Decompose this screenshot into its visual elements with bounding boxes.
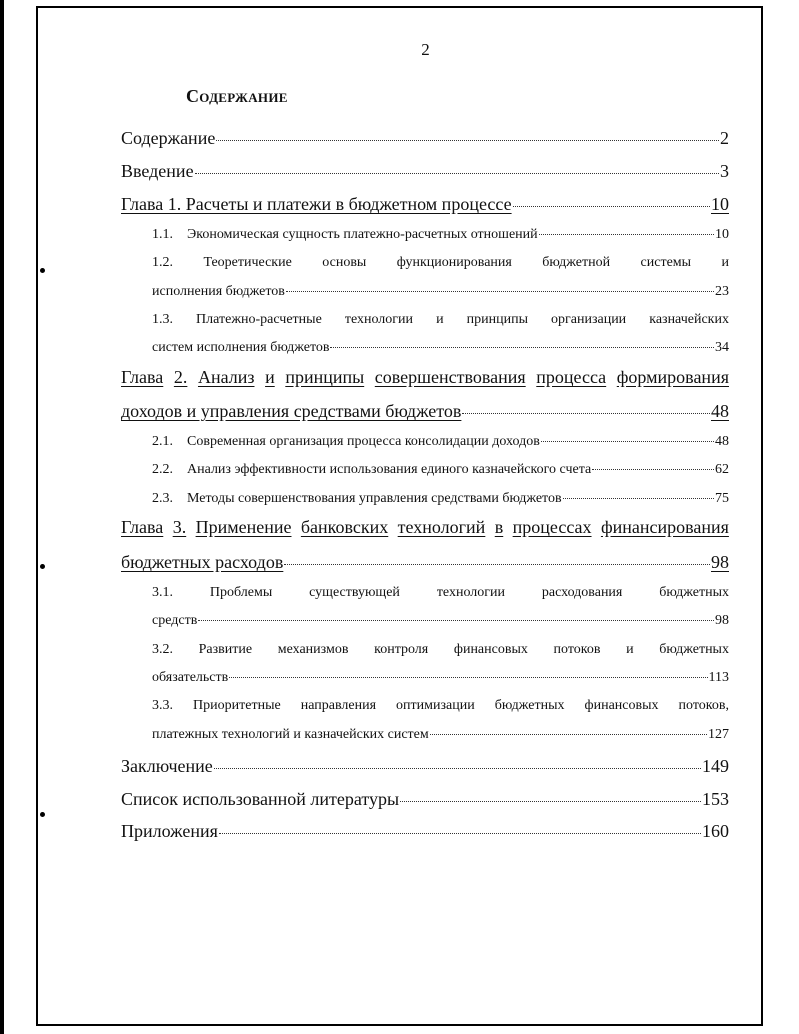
toc-entry-title-cont: доходов и управления средствами бюджетов <box>121 401 462 421</box>
toc-page-number: 160 <box>702 821 729 841</box>
toc-entry-title-cont: платежных технологий и казначейских систем <box>152 727 429 742</box>
toc-word: оптимизации <box>396 698 475 713</box>
toc-word: направления <box>300 698 377 713</box>
dot-leader <box>216 140 719 141</box>
dot-leader <box>513 206 710 207</box>
punch-hole-mark <box>40 812 45 817</box>
toc-line <box>152 434 729 450</box>
toc-word: Анализ <box>197 367 255 387</box>
toc-word: технологии <box>344 312 414 327</box>
toc-entry-title-cont: обязательств <box>152 670 229 685</box>
toc-entry-title-cont: средств <box>152 613 198 628</box>
toc-page-number: 75 <box>715 491 729 506</box>
toc-word: потоков, <box>678 698 729 713</box>
toc-entry-title: Анализ эффективности использования единого казначейского счета <box>187 462 592 477</box>
toc-word: Приоритетные <box>193 698 281 713</box>
toc-word: механизмов <box>277 642 349 657</box>
toc-word: Глава <box>121 367 164 387</box>
toc-entry-title-cont: исполнения бюджетов <box>152 284 285 299</box>
toc-word: Применение <box>195 517 292 537</box>
toc-page-number: 3 <box>720 161 729 181</box>
toc-word: финансовых <box>584 698 659 713</box>
toc-line <box>152 227 729 243</box>
toc-line <box>152 340 729 356</box>
toc-entry-title: Заключение <box>121 756 213 776</box>
toc-entry-title-cont: систем исполнения бюджетов <box>152 340 330 355</box>
toc-word: принципы <box>285 367 365 387</box>
toc-entry-title: Экономическая сущность платежно-расчетных отношений <box>187 227 538 242</box>
toc-word: банковских <box>300 517 389 537</box>
toc-line <box>121 552 729 573</box>
toc-entry-number: 2.3. <box>152 491 173 506</box>
toc-word: 3.3. <box>152 698 173 713</box>
toc-page-number: 127 <box>708 727 729 742</box>
toc-word: совершенствования <box>374 367 526 387</box>
toc-entry-title: Методы совершенствования управления средствами бюджетов <box>187 491 562 506</box>
toc-word: технологии <box>436 585 505 600</box>
dot-leader <box>195 173 719 174</box>
toc-word: системы <box>640 255 692 270</box>
toc-page-number: 48 <box>711 401 729 421</box>
toc-word: Развитие <box>198 642 253 657</box>
toc-word: финансовых <box>453 642 528 657</box>
toc-line-justified <box>121 517 729 538</box>
toc-line <box>152 727 729 743</box>
toc-line-justified <box>152 642 729 658</box>
toc-line-justified <box>121 367 729 388</box>
toc-page-number: 2 <box>720 128 729 148</box>
toc-word: процесса <box>536 367 607 387</box>
toc-word: казначейских <box>649 312 729 327</box>
toc-word: Проблемы <box>209 585 273 600</box>
dot-leader <box>214 768 701 769</box>
punch-hole-mark <box>40 564 45 569</box>
toc-word: функционирования <box>396 255 512 270</box>
toc-line-justified <box>152 585 729 601</box>
toc-entry-title: Содержание <box>121 128 216 148</box>
toc-word: 1.2. <box>152 255 173 270</box>
toc-word: финансирования <box>600 517 729 537</box>
toc-entry-title: Введение <box>121 161 194 181</box>
toc-page-number: 34 <box>715 340 729 355</box>
toc-word: технологий <box>397 517 486 537</box>
toc-word: и <box>436 312 444 327</box>
punch-hole-mark <box>40 268 45 273</box>
dot-leader <box>284 564 710 565</box>
dot-leader <box>286 291 714 292</box>
toc-word: формирования <box>616 367 729 387</box>
dot-leader <box>563 498 714 499</box>
toc-page-number: 149 <box>702 756 729 776</box>
dot-leader <box>400 801 701 802</box>
toc-entry-title-cont: бюджетных расходов <box>121 552 284 572</box>
toc-line-justified <box>152 698 729 714</box>
toc-page-number: 98 <box>711 552 729 572</box>
toc-page-number: 98 <box>715 613 729 628</box>
scan-left-edge <box>0 0 4 1034</box>
toc-line <box>152 670 729 686</box>
toc-word: в <box>494 517 504 537</box>
toc-entry-title: Глава 1. Расчеты и платежи в бюджетном процессе <box>121 194 512 214</box>
toc-line <box>121 401 729 422</box>
toc-word: и <box>626 642 634 657</box>
toc-word: 3. <box>172 517 187 537</box>
toc-word: принципы <box>466 312 528 327</box>
toc-word: Глава <box>121 517 164 537</box>
dot-leader <box>539 234 714 235</box>
toc-line <box>121 128 729 149</box>
toc-line <box>152 284 729 300</box>
toc-page-number: 10 <box>711 194 729 214</box>
toc-line <box>152 613 729 629</box>
toc-page-number: 10 <box>715 227 729 242</box>
toc-word: бюджетных <box>494 698 565 713</box>
dot-leader <box>430 734 707 735</box>
toc-entry-number: 2.2. <box>152 462 173 477</box>
toc-line-justified <box>152 255 729 271</box>
toc-word: организации <box>551 312 627 327</box>
toc-line <box>152 462 729 478</box>
toc-word: основы <box>322 255 367 270</box>
toc-word: бюджетной <box>542 255 611 270</box>
toc-word: процессах <box>512 517 592 537</box>
toc-word: 3.1. <box>152 585 173 600</box>
toc-word: 3.2. <box>152 642 173 657</box>
dot-leader <box>541 441 714 442</box>
toc-entry-number: 2.1. <box>152 434 173 449</box>
page-frame <box>36 6 763 1026</box>
toc-page-number: 23 <box>715 284 729 299</box>
dot-leader <box>219 833 701 834</box>
toc-page-number: 48 <box>715 434 729 449</box>
toc-word: бюджетных <box>659 585 729 600</box>
dot-leader <box>198 620 714 621</box>
toc-entry-title: Современная организация процесса консолидации доходов <box>187 434 540 449</box>
toc-line <box>121 821 729 842</box>
toc-word: Теоретические <box>203 255 292 270</box>
toc-entry-title: Приложения <box>121 821 218 841</box>
toc-line-justified <box>152 312 729 328</box>
toc-word: 1.3. <box>152 312 173 327</box>
toc-page-number: 153 <box>702 789 729 809</box>
toc-word: существующей <box>309 585 400 600</box>
page-number: 2 <box>421 40 430 59</box>
page-title: Содержание <box>186 86 288 106</box>
toc-word: Платежно-расчетные <box>196 312 322 327</box>
toc-word: и <box>721 255 729 270</box>
toc-entry-number: 1.1. <box>152 227 173 242</box>
dot-leader <box>229 677 707 678</box>
toc-word: расходования <box>541 585 623 600</box>
dot-leader <box>462 413 710 414</box>
toc-line <box>121 161 729 182</box>
toc-line <box>152 491 729 507</box>
toc-word: бюджетных <box>659 642 729 657</box>
dot-leader <box>592 469 714 470</box>
toc-entry-title: Список использованной литературы <box>121 789 400 809</box>
dot-leader <box>330 347 714 348</box>
toc-line <box>121 789 729 810</box>
toc-page-number: 62 <box>715 462 729 477</box>
toc-word: контроля <box>374 642 429 657</box>
toc-page-number: 113 <box>708 670 729 685</box>
toc-line <box>121 756 729 777</box>
toc-word: 2. <box>173 367 188 387</box>
toc-line <box>121 194 729 215</box>
toc-word: и <box>265 367 275 387</box>
toc-word: потоков <box>553 642 601 657</box>
